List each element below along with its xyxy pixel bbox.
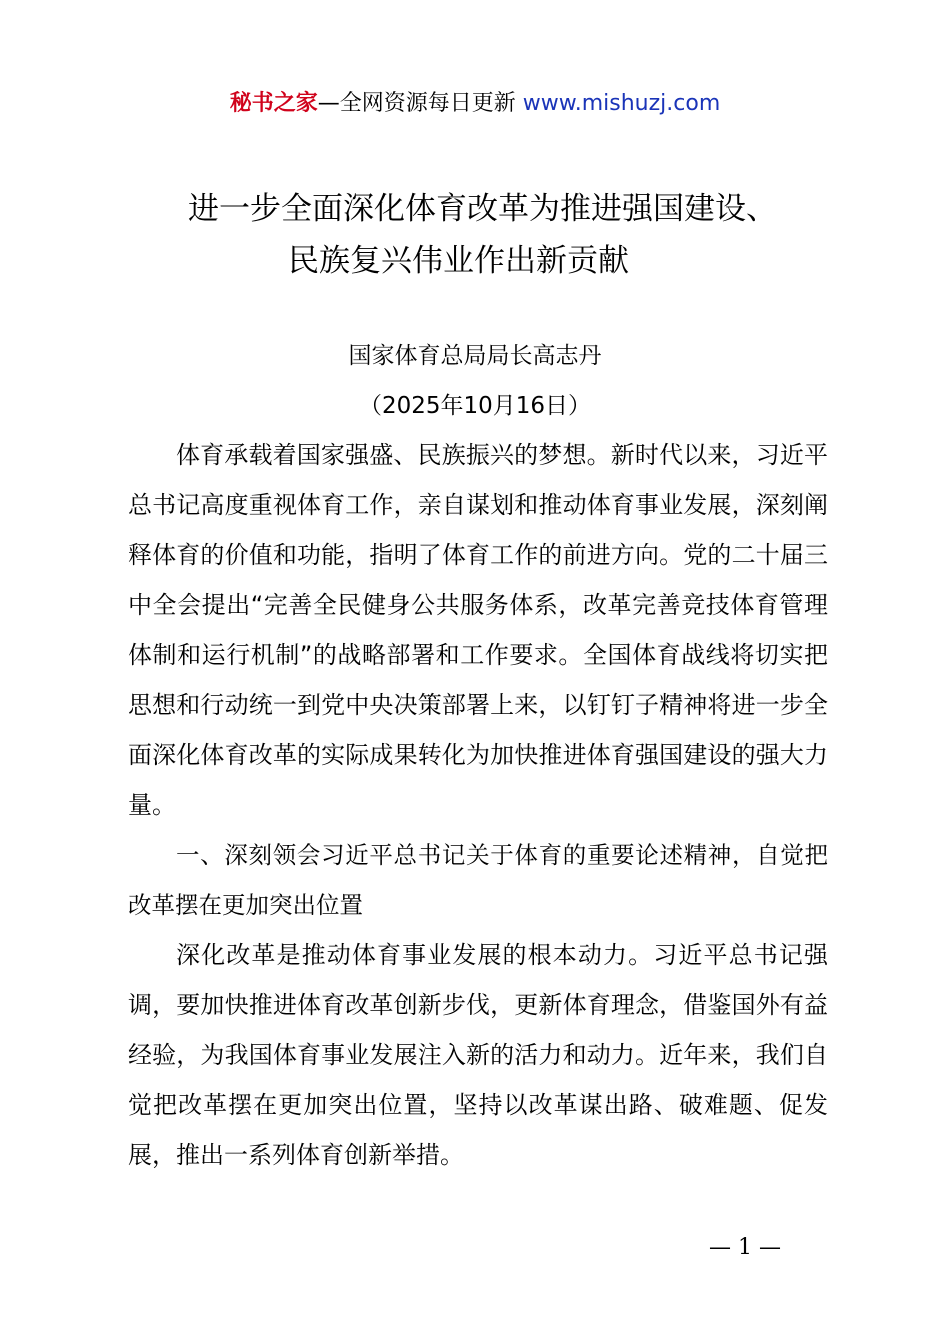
page-number: — 1 — <box>709 1235 781 1260</box>
document-body <box>128 430 828 1180</box>
body-paragraph: 体育承载着国家强盛、民族振兴的梦想。新时代以来，习近平总书记高度重视体育工作，亲自谋划和推动体育事业发展，深刻阐释体育的价值和功能，指明了体育工作的前进方向。党的二十届三中全会提出“完善全民健身公共服务体系，改革完善竞技体育管理体制和运行机制”的战略部署和工作要求。全国体育战线将切实把思想和行动统一到党中央决策部署上来，以钉钉子精神将进一步全面深化体育改革的实际成果转化为加快推进体育强国建设的强大力量。 <box>128 441 828 819</box>
document-title-line-2: 民族复兴伟业作出新贡献 <box>288 243 629 279</box>
author-line: 国家体育总局局长高志丹 <box>348 343 602 369</box>
site-url-link[interactable]: www.mishuzj.com <box>522 91 721 116</box>
body-paragraph: 深化改革是推动体育事业发展的根本动力。习近平总书记强调，要加快推进体育改革创新步伐，更新体育理念，借鉴国外有益经验，为我国体育事业发展注入新的活力和动力。近年来，我们自觉把改革摆在更加突出位置，坚持以改革谋出路、破难题、促发展，推出一系列体育创新举措。 <box>128 941 828 1169</box>
brand-name: 秘书之家 <box>229 91 318 116</box>
section-heading: 一、深刻领会习近平总书记关于体育的重要论述精神，自觉把改革摆在更加突出位置 <box>128 841 828 919</box>
document-title-line-1: 进一步全面深化体育改革为推进强国建设、 <box>188 191 777 227</box>
date-line: （2025年10月16日） <box>358 393 592 419</box>
site-header <box>0 86 950 122</box>
header-tagline: —全网资源每日更新 <box>317 91 523 116</box>
